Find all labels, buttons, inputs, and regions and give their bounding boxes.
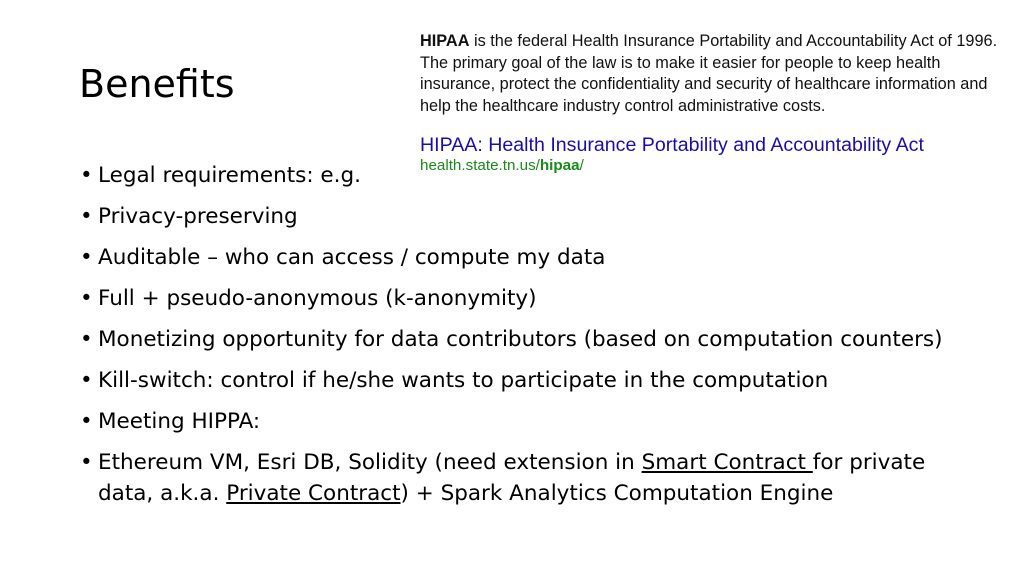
bullet-privacy-preserving: • Privacy-preserving (80, 201, 980, 232)
hipaa-search-snippet (420, 31, 1010, 175)
bullet-legal-requirements: • Legal requirements: e.g. (80, 160, 980, 191)
slide-title: Benefits (79, 62, 235, 106)
result-url-prefix: health.state.tn.us/ (420, 157, 540, 174)
benefits-list (80, 160, 980, 519)
bullet-anonymity: • Full + pseudo-anonymous (k-anonymity) (80, 283, 980, 314)
bullet-auditable: • Auditable – who can access / compute my data (80, 242, 980, 273)
hipaa-definition-text: is the federal Health Insurance Portability and Accountability Act of 1996. The primary goal of the law is to make it easier for people to keep health insurance, protect the confidentiality and security of healthcare information and help the healthcare industry control administrative costs. (420, 32, 998, 115)
smart-contract-link[interactable]: Smart Contract (641, 450, 813, 475)
tech-stack-part3: ) + Spark Analytics Computation Engine (400, 481, 834, 506)
bullet-kill-switch: • Kill-switch: control if he/she wants to participate in the computation (80, 365, 980, 396)
hipaa-term: HIPAA (420, 32, 470, 50)
hipaa-definition (420, 31, 1010, 117)
tech-stack-part1: Ethereum VM, Esri DB, Solidity (need extension in (98, 450, 642, 475)
bullet-monetizing: • Monetizing opportunity for data contributors (based on computation counters) (80, 324, 980, 355)
result-url-suffix: / (579, 157, 584, 174)
hipaa-result-title-link[interactable]: HIPAA: Health Insurance Portability and Accountability Act (420, 134, 924, 156)
bullet-tech-stack (80, 447, 980, 509)
result-url-bold: hipaa (539, 157, 580, 174)
private-contract-link[interactable]: Private Contract (226, 481, 401, 506)
bullet-meeting-hippa: • Meeting HIPPA: (80, 406, 980, 437)
tech-stack-part2: for private data, a.k.a. (98, 450, 926, 506)
